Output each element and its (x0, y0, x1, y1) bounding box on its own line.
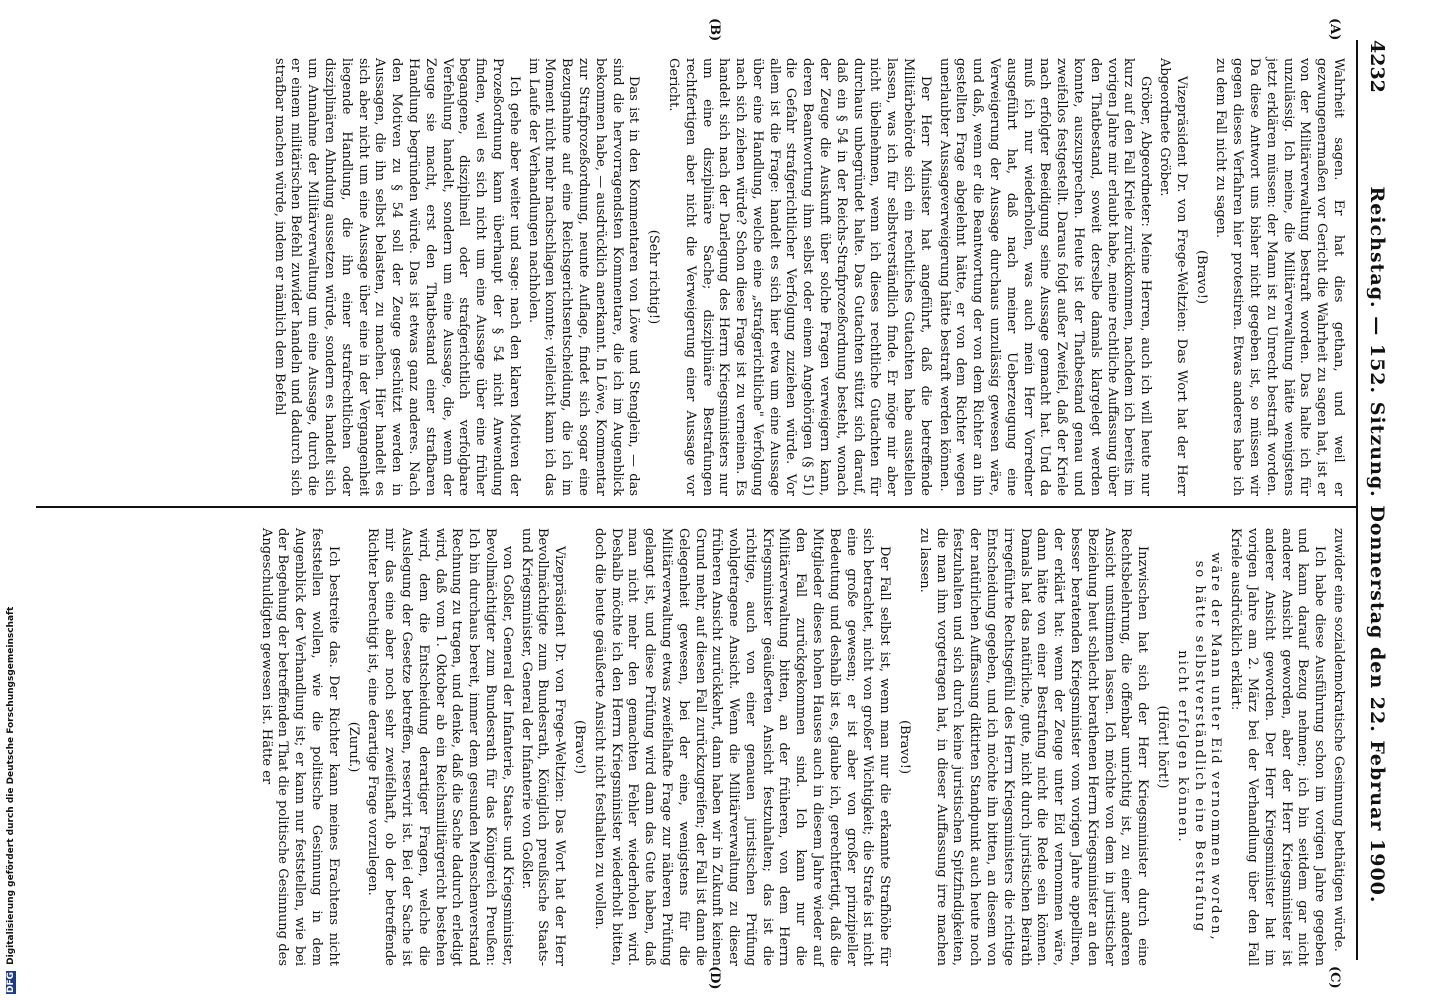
speech-paragraph: von Goßler, General der Infanterie, Staats- und Kriegsminister, Bevollmächtigter zum Bundesrath für das Königreich Preußen: Ich bin durchaus bereit, immer dem gesunden Menschenverstand Rechnung zu tragen, und denke, daß die Sache dadurch erledigt wird, daß vom 1. Oktober ab ein Reichsmilitärgericht bestehen wird, dem die Entscheidung derartiger Fragen, welche die Auslegung der Gesetze betreffen, reservirt ist. Bei der Sache ist mir das eine aber noch sehr zweifelhaft, ob der betreffende Richter berechtigt ist, eine derartige Frage vorzulegen. (365, 528, 515, 966)
interjection: (Bravo!) (897, 719, 913, 775)
paragraph: Wahrheit sagen. Er hat dies gethan, und weil er gezwungenermaßen vor Gericht die Wahrheit zu sagen hat, ist er von der Militärverwaltung bestraft worden. Das halte ich für unzulässig. Ich meine, die Militärverwaltung hätte wenigstens jetzt erklären müssen: der Mann ist zu Unrecht bestraft worden. Da diese Antwort uns bisher nicht gegeben ist, so müssen wir gegen dieses Verfahren hier protestiren. Etwas anderes habe ich zu dem Fall nicht zu sagen. (1213, 58, 1346, 496)
interjection: (Sehr richtig!) (646, 229, 662, 325)
paragraph: zuwider eine sozialdemokratische Gesinnung bethätigen würde. (1331, 528, 1346, 952)
interjection: (Bravo!) (571, 719, 587, 775)
paragraph: Ich bestreite das. Der Richter kann meines Erachtens nicht feststellen wollen, wie die politische Gesinnung in dem Augenblick der Verhandlung ist; er kann nur feststellen, wie bei der Begehung der betreffenden That die politische Gesinnung des Angeschuldigten gewesen ist. Hätte er (258, 528, 341, 966)
column-divider (36, 506, 1356, 508)
paragraph: Ich habe diese Ausführung schon im vorigen Jahre gegeben und kann darauf Bezug nehmen; ich bin seitdem gar nicht anderer Ansicht geworden, aber der Herr Kriegsminister ist anderer Ansicht geworden. Der Herr Kriegsminister hat im vorigen Jahre am 2. März bei der Verhandlung über den Fall Kriele ausdrücklich erklärt: (1228, 528, 1328, 966)
interjection: (Bravo!) (1193, 249, 1209, 305)
paragraph: Inzwischen hat sich der Herr Kriegsminister durch eine Rechtsbelehrung, die offenbar unrichtig ist, zu einer anderen Ansicht umstimmen lassen. Ich möchte von dem in juristischer Beziehung heut schlecht berathenen Herrn Kriegsminister an den besser beratenden Kriegsminister vom vorigen Jahre appelliren, der erklärt hat: wenn der Zeuge unter Eid vernommen wäre, dann hätte von einer Bestrafung nicht die Rede sein können. Damals hat das natürliche, gute, nicht durch juristischen Beirath irregeführte Rechtsgefühl des Herrn Kriegsministers die richtige Entscheidung gegeben, und ich möchte ihn bitten, an diesem von der natürlichen Auffassung diktirten Standpunkt auch heute noch festzuhalten und sich durch keine juristischen Spitzfindigkeiten, die man ihm vorgetragen hat, in dieser Auffassung irre machen zu lassen. (916, 528, 1151, 966)
interjection: (Zuruf.) (345, 721, 361, 773)
paragraph: Ich gehe aber weiter und sage: nach den klaren Motiven der Prozeßordnung kann überhaupt der § 54 nicht Anwendung finden, weil es sich nicht um eine Aussage über eine früher begangene, disziplinell oder strafgerichtlich verfolgbare Verfehlung handelt, sondern um eine Aussage, die, wenn der Zeuge sie macht, erst den Thatbestand einer strafbaren Handlung begründen würde. Das ist etwas ganz anderes. Nach den Motiven zu § 54 soll der Zeuge geschützt werden in Aussagen, die ihn selbst belasten, zu machen. Hier handelt es sich aber nicht um eine Aussage über eine in der Vergangenheit liegende Handlung, die ihn einer strafrechtlichen oder disziplinären Ahndung aussetzen würde, sondern es handelt sich um Annahme der Militärverwaltung um eine Aussage, durch die er einem militärischen Befehl zuwider handeln und dadurch sich strafbar machen würde, indem er nämlich dem Befehl (271, 58, 522, 496)
credit-text: Digitalisierung gefördert durch die Deutsche Forschungsgemeinschaft (6, 606, 16, 965)
paragraph: Das ist in den Kommentaren von Löwe und Stenglein, — das sind die hervorragendsten Kommentare, die ich im Augenblick bekommen habe, — ausdrücklich anerkannt. In Löwe, Kommentar zur Strafprozeßordnung, neunte Auflage, findet sich sogar eine Bezugnahme auf eine Reichsgerichtsentscheidung, die ich im Moment nicht mehr nachschlagen konnte; vielleicht kann ich das im Laufe der Verhandlungen nachholen. (525, 58, 642, 496)
quotation: wäre der Mann unter Eid vernommen worden, so hätte selbstverständlich eine Bestrafung nicht erfolgen können. (1174, 552, 1224, 942)
margin-marker-d: (D) (707, 966, 722, 990)
page-title: Reichstag. — 152. Sitzung. Donnerstag den 22. Februar 1900. (1366, 186, 1388, 904)
digitization-credit (6, 602, 20, 994)
speaker-announcement: Vizepräsident Dr. von Frege-Weltzien: Das Wort hat der Herr Abgeordnete Gröber. (1157, 58, 1189, 496)
speech-paragraph: Gröber, Abgeordneter: Meine Herren, auch ich will heute nur kurz auf den Fall Kriele zurückkommen, nachdem ich bereits im vorigen Jahre mir erlaubt habe, meine rechtliche Auffassung über den Thatbestand, soweit derselbe damals klargelegt werden konnte, auszusprechen. Heute ist der Thatbestand genau und zweifellos festgestellt. Daraus folgt außer Zweifel, daß der Kriele nach erfolgter Beeidigung seine Aussage gemacht hat. Und da muß ich nur wiederholen, was auch mein Herr Vorredner ausgeführt hat, daß nach meiner Ueberzeugung eine Verweigerung der Aussage durchaus unzulässig gewesen wäre, und daß, wenn er die Beantwortung der von dem Richter an ihn gestellten Frage abgelehnt hätte, er von dem Richter wegen unerlaubter Aussageverweigerung hätte bestraft werden können. (936, 58, 1154, 496)
right-column (255, 528, 1346, 966)
margin-marker-c: (C) (1327, 966, 1342, 989)
interjection: (Hört! hört!) (1155, 705, 1171, 789)
speaker-announcement: Vizepräsident Dr. von Frege-Weltzien: Das Wort hat der Herr Bevollmächtigte zum Bundesrath, Königlich preußische Staats- und Kriegsminister, General der Infanterie von Goßler. (518, 528, 568, 966)
margin-marker-a: (A) (1327, 18, 1342, 41)
left-column (268, 58, 1346, 496)
page-number: 4232 (1366, 40, 1388, 93)
paragraph: Der Herr Minister hat angeführt, daß die betreffende Militärbehörde sich ein rechtliches Gutachten habe ausstellen lassen, was ich für selbstverständlich finde. Er möge mir aber nicht übelnehmen, wenn ich dieses rechtliche Gutachten für durchaus unbegründet halte. Das Gutachten stützt sich darauf, daß ein § 54 in der Reichs-Strafprozeßordnung besteht, wonach der Zeuge die Auskunft über solche Fragen verweigern kann, deren Beantwortung ihm selbst oder einem Angehörigen (§ 51) die Gefahr strafgerichtlicher Verfolgung zuziehen würde. Vor allem ist die Frage: handelt es sich hier etwa um eine Aussage über eine Handlung, welche eine „strafgerichtliche" Verfolgung nach sich ziehen würde? Schon diese Frage ist zu verneinen. Es handelt sich nach der Darlegung des Herrn Kriegsministers nur um eine disziplinäre Sache; disziplinäre Bestrafungen rechtfertigen aber nicht die Verweigerung einer Aussage vor Gericht. (665, 58, 933, 496)
dfg-logo: DFG (6, 971, 16, 993)
page-header (1356, 40, 1392, 960)
paragraph: Der Fall selbst ist, wenn man nur die erkannte Strafhöhe für sich betrachtet, nicht von großer Wichtigkeit; die Strafe ist nicht eine große gewesen; er ist aber von großer prinzipieller Bedeutung und deshalb ist es, glaube ich, gerechtfertigt, daß die Mitglieder dieses hohen Hauses auch in diesem Jahre wieder auf den Fall zurückgekommen sind. Ich kann nur die Militärverwaltung bitten, an der früheren, von dem Herrn Kriegsminister geäußerten Ansicht festzuhalten; das ist die richtige, auch von einer genauen juristischen Prüfung wohlgetragene Ansicht. Wenn die Militärverwaltung zu dieser früheren Ansicht zurückkehrt, dann haben wir in Zukunft keinen Grund mehr, auf diesen Fall zurückzugreifen; der Fall ist dann die Gelegenheit gewesen, bei der eine, wenigstens für die Militärverwaltung etwas zweifelhafte Frage zur näheren Prüfung gelangt ist, und diese Prüfung wird dann das Gute haben, daß man nicht mehr den gemachten Fehler wiederholen wird. Deshalb möchte ich den Herrn Kriegsminister wiederholt bitten, doch die heute geäußerte Ansicht nicht festhalten zu wollen. (591, 528, 893, 966)
margin-marker-b: (B) (707, 18, 722, 42)
